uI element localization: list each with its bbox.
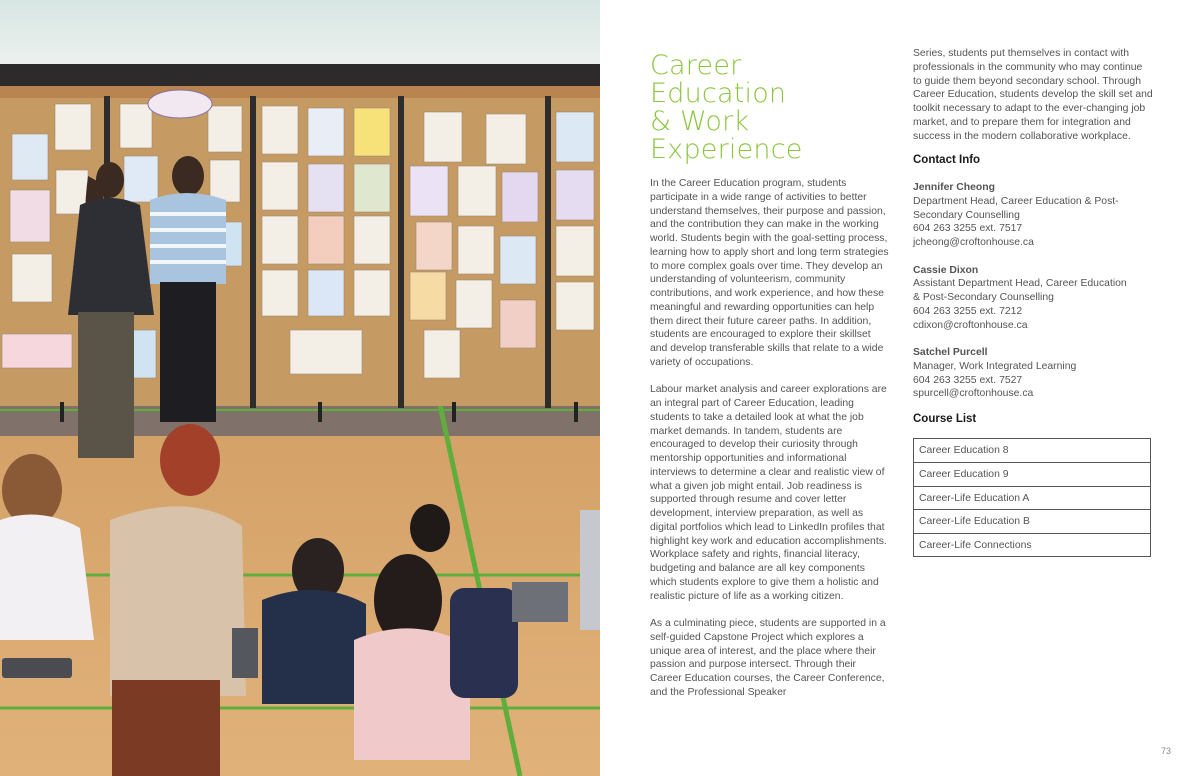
contact-email[interactable]: cdixon@croftonhouse.ca	[913, 319, 1028, 331]
contact-role: Assistant Department Head, Career Education	[913, 278, 1127, 290]
title-line: & Work	[650, 106, 750, 137]
body-column-left	[650, 177, 890, 700]
body-paragraph-continued: Series, students put themselves in contact with professionals in the community who may continue to guide them beyond secondary school. Through Career Education, students develop the skill set and toolkit necessary to adapt to the ever-changing job market, and to prepare them for integration and success in the modern collaborative workplace.	[913, 48, 1153, 142]
contact-card	[913, 264, 1153, 333]
body-column-right	[913, 47, 1153, 557]
contact-role: Manager, Work Integrated Learning	[913, 360, 1077, 372]
contact-name: Jennifer Cheong	[913, 182, 995, 194]
contact-role: & Post-Secondary Counselling	[913, 292, 1054, 304]
page-title	[650, 52, 890, 164]
contact-phone: 604 263 3255 ext. 7527	[913, 374, 1023, 386]
title-line: Career	[650, 50, 742, 81]
course-list-heading: Course List	[913, 413, 977, 426]
contact-info-heading: Contact Info	[913, 154, 981, 167]
contact-phone: 604 263 3255 ext. 7212	[913, 305, 1023, 317]
contact-email[interactable]: jcheong@croftonhouse.ca	[913, 237, 1034, 249]
contact-role: Department Head, Career Education & Post-	[913, 195, 1119, 207]
course-item: Career-Life Connections	[914, 533, 1150, 556]
title-line: Experience	[650, 134, 803, 165]
body-paragraph-intro: In the Career Education program, students participate in a wide range of activities to better understand themselves, their purpose and passion, and the contribution they can make in the working world. Students begin with the goal-setting process, learning how to apply short and long term strategies to more complex goals over time. They develop an understanding of volunteerism, community contributions, and work experience, and how these meaningful and rewarding opportunities can help them direct their future career paths. In addition, students are encouraged to explore their skillset and develop transferable skills that relate to a wide variety of occupations.	[650, 178, 889, 368]
contact-card	[913, 181, 1153, 250]
course-item: Career Education 8	[919, 445, 1009, 457]
course-list-table	[913, 438, 1151, 557]
contact-phone: 604 263 3255 ext. 7517	[913, 223, 1023, 235]
body-paragraph-capstone: As a culminating piece, students are supported in a self-guided Capstone Project which explores a unique area of interest, and the place where their passion and purpose intersect. Through their Career Education courses, the Career Conference, and the Professional Speaker	[650, 618, 886, 698]
contact-name: Satchel Purcell	[913, 347, 988, 359]
contact-card	[913, 346, 1153, 401]
course-item: Career Education 9	[914, 462, 1150, 485]
page-number: 73	[1161, 746, 1172, 756]
title-line: Education	[650, 78, 787, 109]
course-item: Career-Life Education A	[914, 486, 1150, 509]
contact-list	[913, 181, 1153, 401]
body-paragraph-labour-market: Labour market analysis and career explorations are an integral part of Career Education, leading students to take a detailed look at what the job market demands. In tandem, students are encouraged to develop their curiosity through mentorship opportunities and informational interviews to determine a clear and realistic view of what a given job might entail. Job readiness is supported through resume and cover letter development, interview preparation, as well as digital portfolios which lead to LinkedIn profiles that highlight key work and education accomplishments. Workplace safety and rights, financial literacy, budgeting and balance are all key components which students explore to give them a holistic and realistic picture of life as a working citizen.	[650, 384, 887, 602]
contact-email[interactable]: spurcell@croftonhouse.ca	[913, 388, 1034, 400]
course-item: Career-Life Education B	[914, 509, 1150, 532]
contact-role: Secondary Counselling	[913, 209, 1020, 221]
contact-name: Cassie Dixon	[913, 264, 979, 276]
